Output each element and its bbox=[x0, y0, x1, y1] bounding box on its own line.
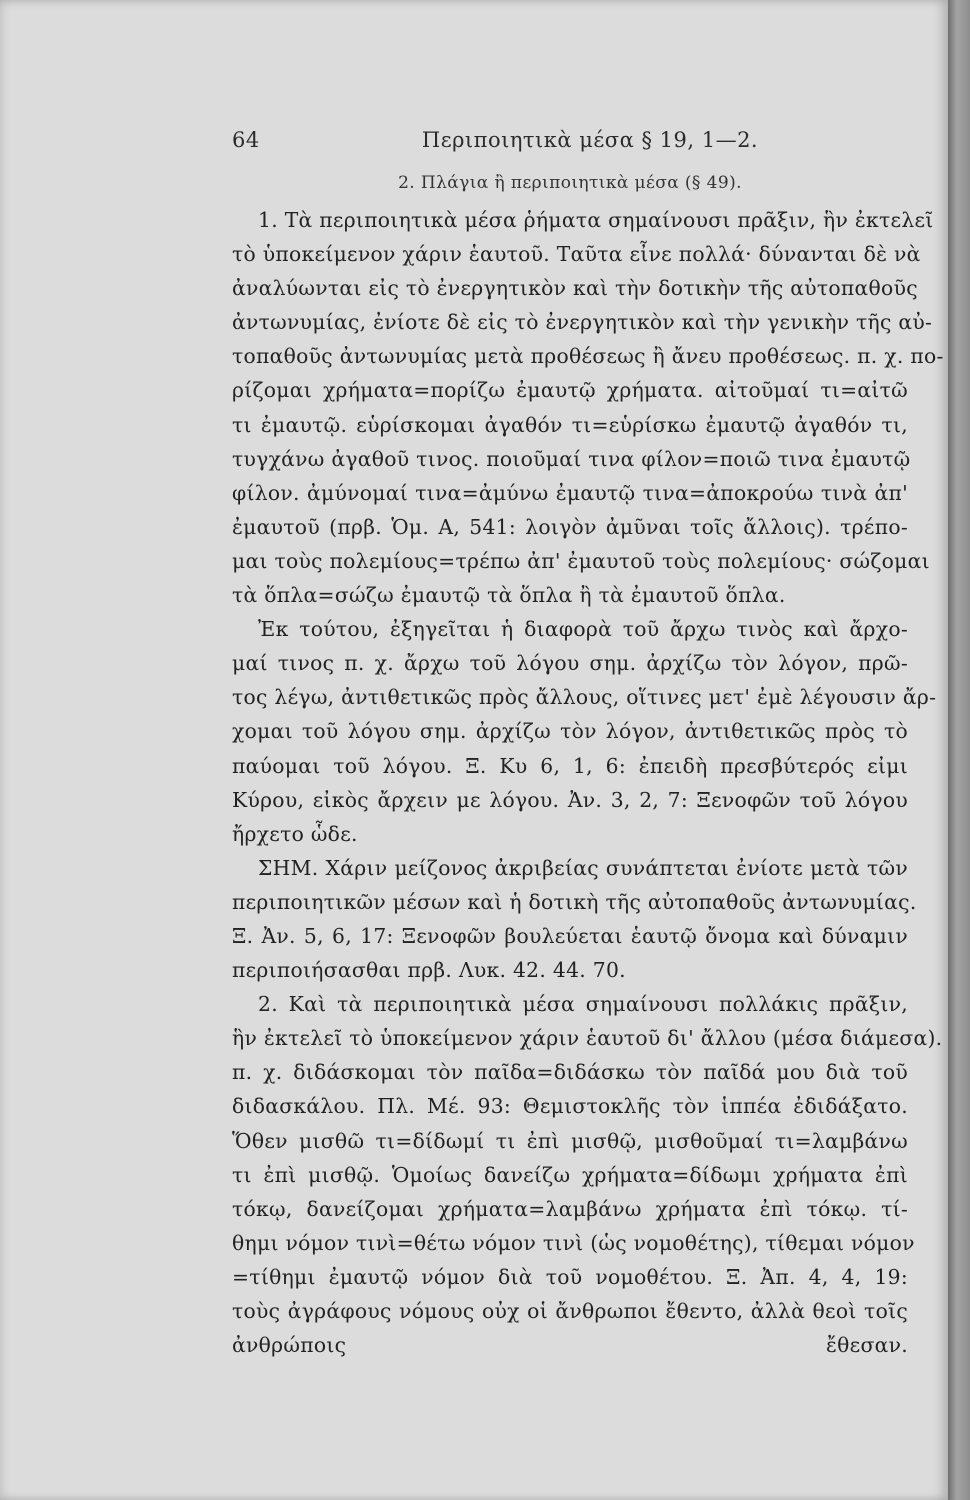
text-line: Κύρου, εἰκὸς ἄρχειν με λόγου. Ἀν. 3, 2, 7: Ξενοφῶν τοῦ λόγου bbox=[232, 787, 908, 812]
text-line: τοπαθοῦς ἀντωνυμίας μετὰ προθέσεως ἢ ἄνευ προθέσεως. π. χ. πο- bbox=[232, 344, 944, 369]
body-text bbox=[232, 203, 944, 1362]
text-line: μαί τινος π. χ. ἄρχω τοῦ λόγου σημ. ἀρχίζω τὸν λόγον, πρῶ- bbox=[232, 651, 908, 676]
text-line: 2. Καὶ τὰ περιποιητικὰ μέσα σημαίνουσι πολλάκις πρᾶξιν, bbox=[258, 992, 908, 1017]
text-line: =τίθημι ἐμαυτῷ νόμον διὰ τοῦ νομοθέτου. Ξ. Ἀπ. 4, 4, 19: bbox=[232, 1264, 908, 1289]
text-line: ἐμαυτοῦ (πρβ. Ὁμ. Α, 541: λοιγὸν ἀμῦναι τοῖς ἄλλοις). τρέπο- bbox=[232, 514, 908, 539]
page-number: 64 bbox=[232, 128, 260, 152]
text-line: παύομαι τοῦ λόγου. Ξ. Κυ 6, 1, 6: ἐπειδὴ πρεσβύτερός εἰμι bbox=[232, 753, 908, 778]
text-line: ἤρχετο ὧδε. bbox=[232, 821, 358, 846]
text-line: Ὅθεν μισθῶ τι=δίδωμί τι ἐπὶ μισθῷ, μισθοῦμαί τι=λαμβάνω bbox=[232, 1128, 908, 1153]
text-line: περιποιήσασθαι πρβ. Λυκ. 42. 44. 70. bbox=[232, 958, 626, 983]
text-line: μαι τοὺς πολεμίους=τρέπω ἀπ' ἐμαυτοῦ τοὺς πολεμίους· σώζομαι bbox=[232, 548, 930, 573]
text-line: Ἐκ τούτου, ἐξηγεῖται ἡ διαφορὰ τοῦ ἄρχω τινὸς καὶ ἄρχο- bbox=[258, 617, 908, 642]
text-line: τοὺς ἀγράφους νόμους οὐχ οἱ ἄνθρωποι ἔθεντο, ἀλλὰ θεοὶ τοῖς bbox=[232, 1299, 908, 1323]
text-line: διδασκάλου. Πλ. Μέ. 93: Θεμιστοκλῆς τὸν ἱππέα ἐδιδάξατο. bbox=[232, 1094, 908, 1119]
text-line: Ξ. Ἀν. 5, 6, 17: Ξενοφῶν βουλεύεται ἑαυτῷ ὄνομα καὶ δύναμιν bbox=[232, 923, 908, 948]
text-line: ἀνθρώποις ἔθεσαν. bbox=[232, 1333, 908, 1358]
text-line: 1. Τὰ περιποιητικὰ μέσα ῥήματα σημαίνουσι πρᾶξιν, ἣν ἐκτελεῖ bbox=[258, 208, 934, 232]
text-line: τὸ ὑποκείμενον χάριν ἑαυτοῦ. Ταῦτα εἶνε πολλά· δύνανται δὲ νὰ bbox=[232, 242, 921, 267]
text-line: τυγχάνω ἀγαθοῦ τινος. ποιοῦμαί τινα φίλον=ποιῶ τινα ἐμαυτῷ bbox=[232, 446, 911, 471]
facing-page-edge bbox=[948, 0, 970, 1500]
text-line: περιποιητικῶν μέσων καὶ ἡ δοτικὴ τῆς αὐτοπαθοῦς ἀντωνυμίας. bbox=[232, 889, 917, 914]
text-line: τι ἐμαυτῷ. εὑρίσκομαι ἀγαθόν τι=εὑρίσκω ἐμαυτῷ ἀγαθόν τι, bbox=[232, 412, 908, 437]
text-line: φίλον. ἀμύνομαί τινα=ἀμύνω ἐμαυτῷ τινα=ἀποκρούω τινὰ ἀπ' bbox=[232, 480, 908, 505]
section-title: 2. Πλάγια ἢ περιποιητικὰ μέσα (§ 49). bbox=[398, 173, 742, 193]
running-head: Περιποιητικὰ μέσα § 19, 1—2. bbox=[421, 128, 759, 152]
page-header bbox=[232, 128, 908, 158]
text-line: ἀναλύωνται εἰς τὸ ἐνεργητικὸν καὶ τὴν δοτικὴν τῆς αὐτοπαθοῦς bbox=[232, 276, 918, 301]
text-line: τόκῳ, δανείζομαι χρήματα=λαμβάνω χρήματα ἐπὶ τόκῳ. τί- bbox=[232, 1196, 908, 1221]
text-line: χομαι τοῦ λόγου σημ. ἀρχίζω τὸν λόγον, ἀντιθετικῶς πρὸς τὸ bbox=[232, 719, 908, 744]
text-line: ἀντωνυμίας, ἐνίοτε δὲ εἰς τὸ ἐνεργητικὸν καὶ τὴν γενικὴν τῆς αὐ- bbox=[232, 310, 933, 335]
text-line: π. χ. διδάσκομαι τὸν παῖδα=διδάσκω τὸν παῖδά μου διὰ τοῦ bbox=[232, 1060, 908, 1085]
text-line: θημι νόμον τινὶ=θέτω νόμον τινὶ (ὡς νομοθέτης), τίθεμαι νόμον bbox=[232, 1230, 915, 1255]
text-line: τὰ ὅπλα=σώζω ἐμαυτῷ τὰ ὅπλα ἢ τὰ ἐμαυτοῦ ὅπλα. bbox=[232, 583, 786, 608]
text-line: ἣν ἐκτελεῖ τὸ ὑποκείμενον χάριν ἑαυτοῦ δι' ἄλλου (μέσα διάμεσα). bbox=[232, 1026, 943, 1051]
text-line: ρίζομαι χρήματα=πορίζω ἐμαυτῷ χρήματα. αἰτοῦμαί τι=αἰτῶ bbox=[232, 378, 908, 403]
text-line: ΣΗΜ. Χάριν μείζονος ἀκριβείας συνάπτεται ἐνίοτε μετὰ τῶν bbox=[258, 855, 908, 880]
text-line: τος λέγω, ἀντιθετικῶς πρὸς ἄλλους, οἵτινες μετ' ἐμὲ λέγουσιν ἄρ- bbox=[232, 685, 937, 710]
text-line: τι ἐπὶ μισθῷ. Ὁμοίως δανείζω χρήματα=δίδωμι χρήματα ἐπὶ bbox=[232, 1162, 908, 1187]
